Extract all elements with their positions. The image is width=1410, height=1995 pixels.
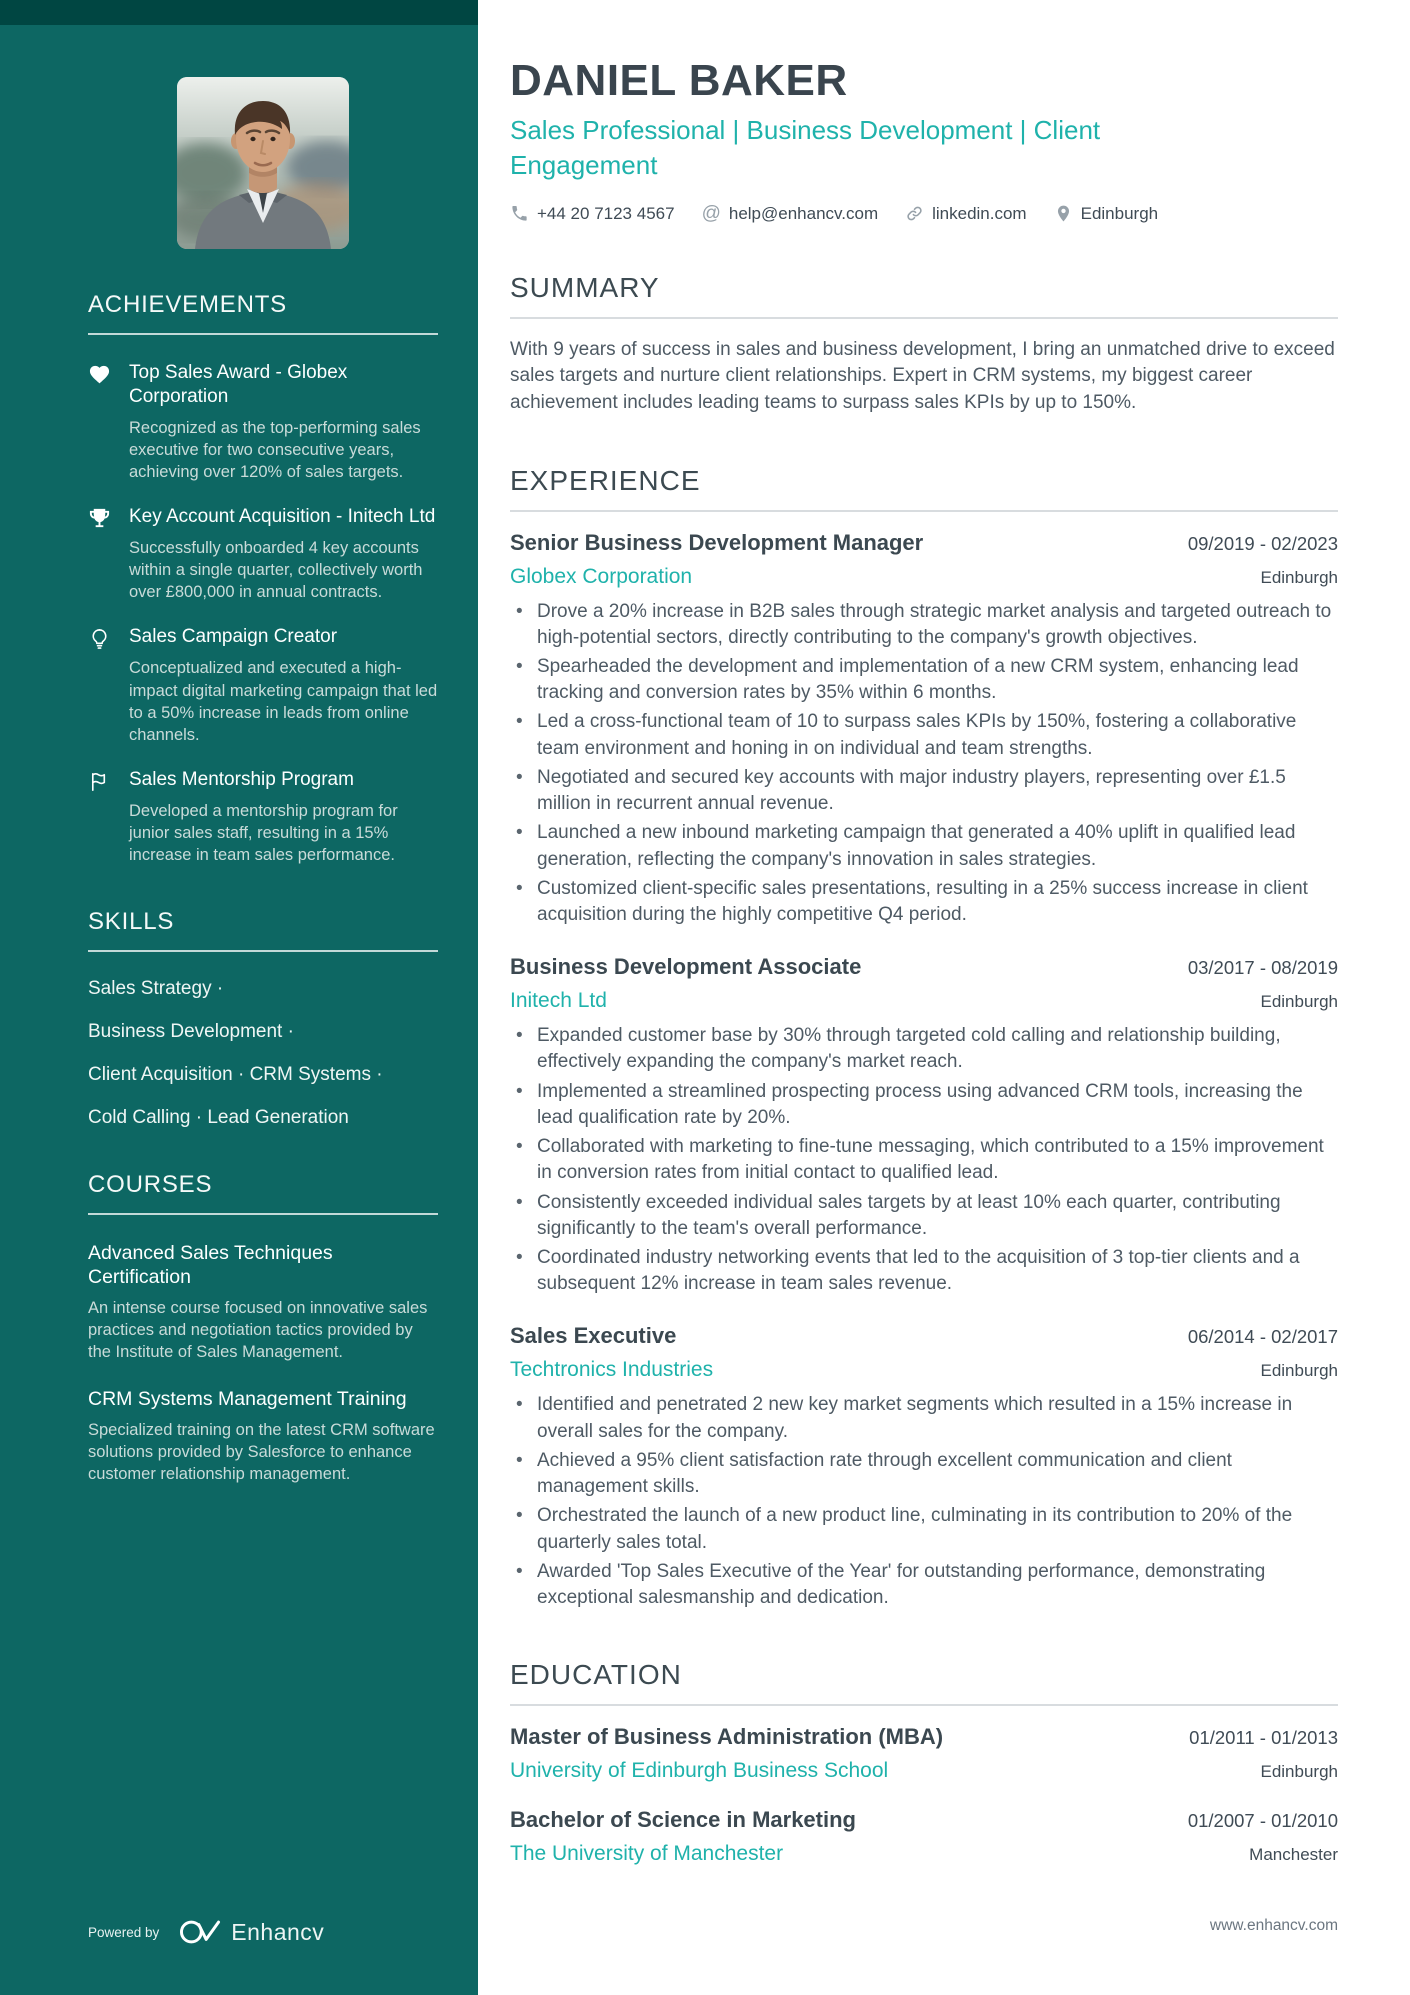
powered-by-footer	[88, 1917, 324, 1947]
achievement-description: Developed a mentorship program for junior sales staff, resulting in a 15% increase in team sales performance.	[129, 801, 398, 864]
experience-section	[510, 465, 1338, 1612]
course-item	[88, 1241, 438, 1363]
enhancv-logo-icon	[179, 1917, 221, 1947]
course-title: Advanced Sales Techniques Certification	[88, 1242, 333, 1289]
achievement-item	[88, 768, 438, 866]
degree-title: Master of Business Administration (MBA)	[510, 1724, 944, 1750]
achievement-title: Sales Campaign Creator	[129, 626, 338, 648]
school-location: Manchester	[1249, 1845, 1338, 1865]
link-text: linkedin.com	[932, 203, 1027, 223]
email-text: help@enhancv.com	[728, 203, 879, 223]
education-section	[510, 1659, 1338, 1866]
bullet-item: • Expanded customer base by 30% through targeted cold calling and relationship building, effectively expanding the company's market reach.	[510, 1023, 1338, 1075]
candidate-title: Sales Professional | Business Development | Client Engagement	[510, 115, 1101, 180]
school-location: Edinburgh	[1260, 1762, 1338, 1782]
bullet-item: • Launched a new inbound marketing campaign that generated a 40% uplift in qualified lead generation, reflecting the company's innovation in sales strategies.	[510, 820, 1338, 872]
job-location: Edinburgh	[1260, 567, 1338, 587]
enhancv-url[interactable]: www.enhancv.com	[1209, 1917, 1338, 1934]
achievements-heading: ACHIEVEMENTS	[88, 291, 287, 318]
powered-by-label: Powered by	[88, 1924, 160, 1940]
job-bullets	[510, 1392, 1338, 1611]
section-divider	[510, 317, 1338, 319]
location-text: Edinburgh	[1080, 203, 1159, 223]
skill-line: Client Acquisition · CRM Systems ·	[88, 1064, 383, 1086]
bullet-item: • Customized client-specific sales presentations, resulting in a 25% success increase in client acquisition during the highly competitive Q4 period.	[510, 876, 1338, 928]
at-icon: @	[701, 203, 721, 225]
job-title: Senior Business Development Manager	[510, 529, 924, 555]
skill-line: Cold Calling · Lead Generation	[88, 1107, 349, 1129]
achievement-description: Successfully onboarded 4 key accounts within a single quarter, collectively worth over £800,000 in annual contracts.	[129, 539, 423, 602]
skill-line: Sales Strategy ·	[88, 978, 224, 1000]
company-name: Globex Corporation	[510, 564, 693, 588]
contact-email[interactable]	[702, 204, 879, 224]
skills-section	[88, 908, 438, 1129]
trophy-icon	[88, 505, 129, 603]
bullet-item: • Identified and penetrated 2 new key market segments which resulted in a 15% increase in overall sales for the company.	[510, 1392, 1338, 1444]
contact-link[interactable]	[905, 204, 1027, 224]
courses-heading: COURSES	[88, 1171, 213, 1199]
summary-heading: SUMMARY	[510, 271, 660, 303]
phone-icon	[510, 204, 529, 223]
job-bullets	[510, 1023, 1338, 1297]
phone-text: +44 20 7123 4567	[537, 203, 675, 223]
school-name: The University of Manchester	[510, 1842, 784, 1866]
course-title: CRM Systems Management Training	[88, 1388, 407, 1411]
company-name: Initech Ltd	[510, 989, 607, 1013]
job-bullets	[510, 599, 1338, 929]
section-divider	[88, 950, 438, 952]
bullet-item: • Coordinated industry networking events that led to the acquisition of 3 top-tier clients and a subsequent 12% increase in team sales revenue.	[510, 1245, 1338, 1297]
achievement-title: Sales Mentorship Program	[129, 768, 354, 790]
achievement-item	[88, 505, 438, 603]
bullet-item: • Negotiated and secured key accounts with major industry players, representing over £1.5 million in recurrent annual revenue.	[510, 765, 1338, 817]
course-description: Specialized training on the latest CRM software solutions provided by Salesforce to enhance customer relationship management.	[88, 1420, 435, 1483]
job-location: Edinburgh	[1260, 992, 1338, 1012]
portrait-illustration	[177, 77, 349, 249]
education-entry	[510, 1807, 1338, 1866]
flag-icon	[88, 768, 129, 866]
sidebar	[0, 0, 478, 1995]
summary-text: With 9 years of success in sales and business development, I bring an unmatched drive to exceed sales targets and nurture client relationships. Expert in CRM systems, my biggest career achievement includes leading teams to surpass sales KPIs by up to 150%.	[510, 338, 1335, 413]
achievements-section	[88, 291, 438, 866]
course-description: An intense course focused on innovative sales practices and negotiation tactics provided by the Institute of Sales Management.	[88, 1298, 428, 1362]
section-divider	[88, 1213, 438, 1215]
enhancv-wordmark: Enhancv	[231, 1918, 325, 1945]
job-dates: 09/2019 - 02/2023	[1187, 532, 1338, 554]
heart-icon	[88, 361, 129, 483]
candidate-name: DANIEL BAKER	[510, 56, 848, 105]
section-divider	[88, 333, 438, 335]
bullet-item: • Achieved a 95% client satisfaction rate through excellent communication and client management skills.	[510, 1448, 1338, 1500]
education-entry	[510, 1724, 1338, 1783]
courses-section	[88, 1171, 438, 1485]
bullet-item: • Consistently exceeded individual sales targets by at least 10% each quarter, contributing significantly to the team's overall performance.	[510, 1190, 1338, 1242]
bullet-item: • Awarded 'Top Sales Executive of the Year' for outstanding performance, demonstrating exceptional salesmanship and dedication.	[510, 1559, 1338, 1611]
achievement-title: Top Sales Award - Globex Corporation	[129, 362, 348, 407]
education-dates: 01/2011 - 01/2013	[1189, 1727, 1338, 1749]
company-name: Techtronics Industries	[510, 1358, 714, 1382]
contact-location	[1054, 204, 1159, 224]
section-divider	[510, 1704, 1338, 1706]
job-dates: 06/2014 - 02/2017	[1187, 1326, 1338, 1348]
achievement-description: Conceptualized and executed a high-impact digital marketing campaign that led to a 50% increase in leads from online channels.	[129, 659, 438, 744]
contact-phone[interactable]	[510, 204, 675, 224]
job-title: Business Development Associate	[510, 954, 862, 980]
degree-title: Bachelor of Science in Marketing	[510, 1807, 856, 1833]
course-item	[88, 1387, 438, 1485]
section-divider	[510, 510, 1338, 512]
bullet-item: • Drove a 20% increase in B2B sales through strategic market analysis and targeted outreach to high-potential sectors, directly contributing to the company's growth objectives.	[510, 599, 1338, 651]
summary-section	[510, 272, 1338, 417]
achievement-description: Recognized as the top-performing sales executive for two consecutive years, achieving over 120% of sales targets.	[129, 418, 421, 482]
experience-entry	[510, 1323, 1338, 1611]
achievement-title: Key Account Acquisition - Initech Ltd	[129, 506, 436, 528]
job-title: Sales Executive	[510, 1323, 677, 1349]
sidebar-top-band	[0, 0, 478, 25]
main-column	[478, 0, 1410, 1995]
contact-row	[510, 204, 1338, 224]
bullet-item: • Collaborated with marketing to fine-tune messaging, which contributed to a 15% improvement in conversion rates from initial contact to qualified lead.	[510, 1134, 1338, 1186]
job-dates: 03/2017 - 08/2019	[1187, 957, 1338, 979]
skills-heading: SKILLS	[88, 908, 175, 936]
experience-entry	[510, 530, 1338, 929]
job-location: Edinburgh	[1260, 1361, 1338, 1381]
experience-heading: EXPERIENCE	[510, 464, 701, 496]
bullet-item: • Led a cross-functional team of 10 to surpass sales KPIs by 150%, fostering a collaborative team environment and honing in on individual and team strengths.	[510, 709, 1338, 761]
skill-line: Business Development ·	[88, 1021, 294, 1043]
achievement-item	[88, 625, 438, 745]
bullet-item: • Orchestrated the launch of a new product line, culminating in its contribution to 20% of the quarterly sales total.	[510, 1503, 1338, 1555]
school-name: University of Edinburgh Business School	[510, 1759, 889, 1783]
profile-photo	[177, 77, 349, 249]
link-icon	[905, 204, 924, 223]
experience-entry	[510, 954, 1338, 1297]
lightbulb-icon	[88, 625, 129, 745]
bullet-item: • Implemented a streamlined prospecting process using advanced CRM tools, increasing the lead qualification rate by 20%.	[510, 1079, 1338, 1131]
bullet-item: • Spearheaded the development and implementation of a new CRM system, enhancing lead tracking and conversion rates by 35% within 6 months.	[510, 654, 1338, 706]
education-dates: 01/2007 - 01/2010	[1187, 1810, 1338, 1832]
achievement-item	[88, 361, 438, 483]
location-pin-icon	[1054, 204, 1073, 223]
education-heading: EDUCATION	[510, 1659, 682, 1691]
enhancv-logo	[179, 1917, 324, 1947]
